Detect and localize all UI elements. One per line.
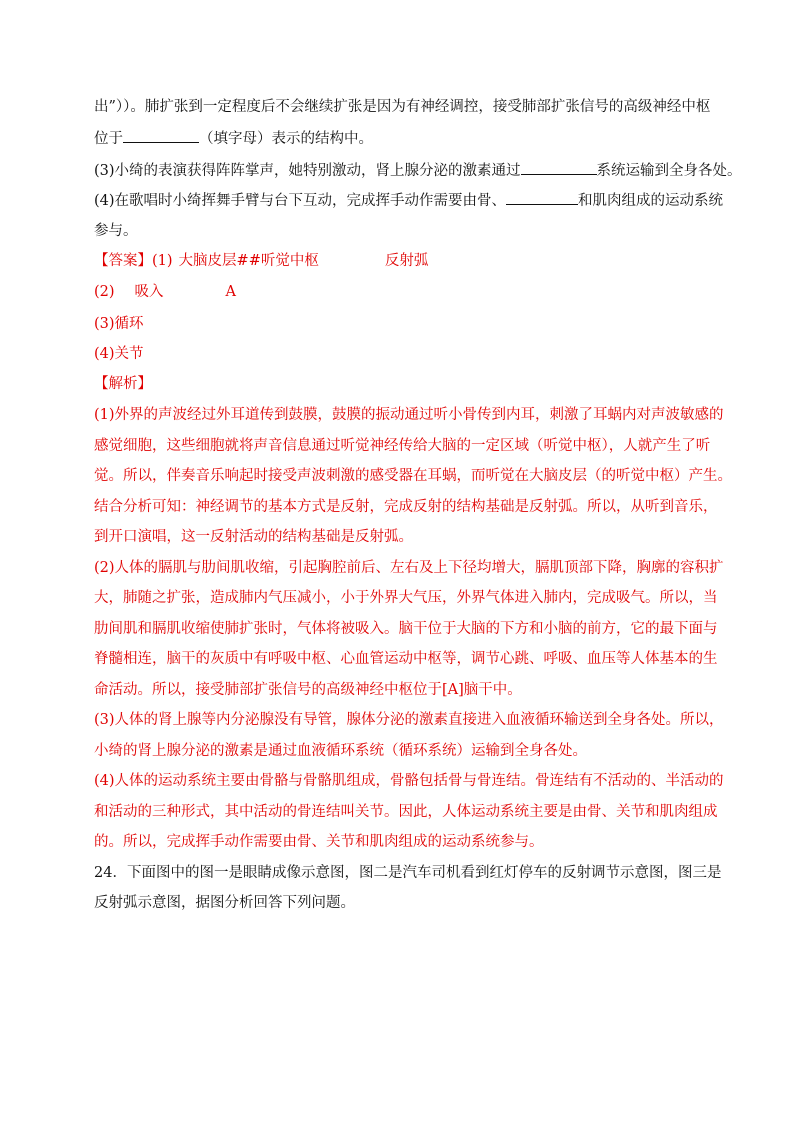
question-line-4-before: (4)在歌唱时小绮挥舞手臂与台下互动，完成挥手动作需要由骨、	[94, 193, 507, 209]
question-line-5: 参与。	[94, 223, 138, 239]
analysis-line: 肋间肌和膈肌收缩使肺扩张时，气体将被吸入。脑干位于大脑的下方和小脑的前方，它的最下面与	[94, 621, 718, 637]
question-line-3	[94, 160, 742, 181]
answer-2-number: (2)	[94, 284, 115, 300]
analysis-line: (1)外界的声波经过外耳道传到鼓膜，鼓膜的振动通过听小骨传到内耳，刺激了耳蜗内对声波敏感的	[94, 407, 724, 423]
analysis-line: 和活动的三种形式，其中活动的骨连结叫关节。因此，人体运动系统主要是由骨、关节和肌肉组成	[94, 804, 718, 820]
analysis-line: (4)人体的运动系统主要由骨骼与骨骼肌组成，骨骼包括骨与骨连结。骨连结有不活动的、半活动的	[94, 773, 724, 789]
analysis-line: (3)人体的肾上腺等内分泌腺没有导管，腺体分泌的激素直接进入血液循环输送到全身各处。所以，	[94, 712, 724, 728]
answer-1-part-2: 反射弧	[384, 253, 429, 269]
answer-label: 【答案】	[94, 253, 152, 269]
question-line-3-after: 系统运输到全身各处。	[596, 163, 742, 179]
analysis-line: 结合分析可知：神经调节的基本方式是反射，完成反射的结构基础是反射弧。所以，从听到音乐，	[94, 499, 718, 515]
analysis-line: 脊髓相连，脑干的灰质中有呼吸中枢、心血管运动中枢等，调节心跳、呼吸、血压等人体基本的生	[94, 651, 718, 667]
analysis-line: 的。所以，完成挥手动作需要由骨、关节和肌肉组成的运动系统参与。	[94, 834, 544, 850]
answer-blank	[123, 128, 199, 143]
answer-1-part-1: 大脑皮层##听觉中枢	[178, 253, 319, 269]
answer-line-2	[94, 282, 236, 302]
answer-line-3: (3)循环	[94, 316, 144, 332]
analysis-line: 感觉细胞，这些细胞就将声音信息通过听觉神经传给大脑的一定区域（听觉中枢），人就产生了听	[94, 438, 711, 454]
analysis-line: 到开口演唱，这一反射活动的结构基础是反射弧。	[94, 529, 413, 545]
analysis-line: 大，肺随之扩张，造成肺内气压减小，小于外界大气压，外界气体进入肺内，完成吸气。所以，当	[94, 590, 718, 606]
analysis-line: (2)人体的膈肌与肋间肌收缩，引起胸腔前后、左右及上下径均增大，膈肌顶部下降，胸廓的容积扩	[94, 560, 724, 576]
answer-blank	[521, 160, 597, 175]
analysis-line: 命活动。所以，接受肺部扩张信号的高级神经中枢位于[A]脑干中。	[94, 682, 522, 698]
question-line-2-before: 位于	[94, 131, 123, 147]
question-24-line-1: 24．下面图中的图一是眼睛成像示意图，图二是汽车司机看到红灯停车的反射调节示意图，图三是	[94, 865, 722, 881]
analysis-line: 小绮的肾上腺分泌的激素是通过血液循环系统（循环系统）运输到全身各处。	[94, 743, 587, 759]
question-line-2	[94, 128, 373, 149]
answer-line-4: (4)关节	[94, 346, 144, 362]
analysis-line: 觉。所以，伴奏音乐响起时接受声波刺激的感受器在耳蜗，而听觉在大脑皮层（的听觉中枢）产生。	[94, 468, 732, 484]
answer-blank	[506, 190, 578, 205]
question-line-4-after: 和肌肉组成的运动系统	[578, 193, 724, 209]
question-24-line-2: 反射弧示意图，据图分析回答下列问题。	[94, 895, 355, 911]
answer-line-1	[94, 251, 428, 271]
answer-2-part-2: A	[225, 284, 237, 300]
answer-2-part-1: 吸入	[134, 284, 164, 300]
question-line-2-after: （填字母）表示的结构中。	[199, 131, 373, 147]
analysis-label: 【解析】	[94, 376, 152, 392]
answer-1-number: (1)	[152, 253, 173, 269]
question-line-3-before: (3)小绮的表演获得阵阵掌声，她特别激动，肾上腺分泌的激素通过	[94, 163, 521, 179]
question-line-1: 出”））。肺扩张到一定程度后不会继续扩张是因为有神经调控，接受肺部扩张信号的高级神经中枢	[94, 99, 711, 115]
question-line-4	[94, 190, 723, 211]
